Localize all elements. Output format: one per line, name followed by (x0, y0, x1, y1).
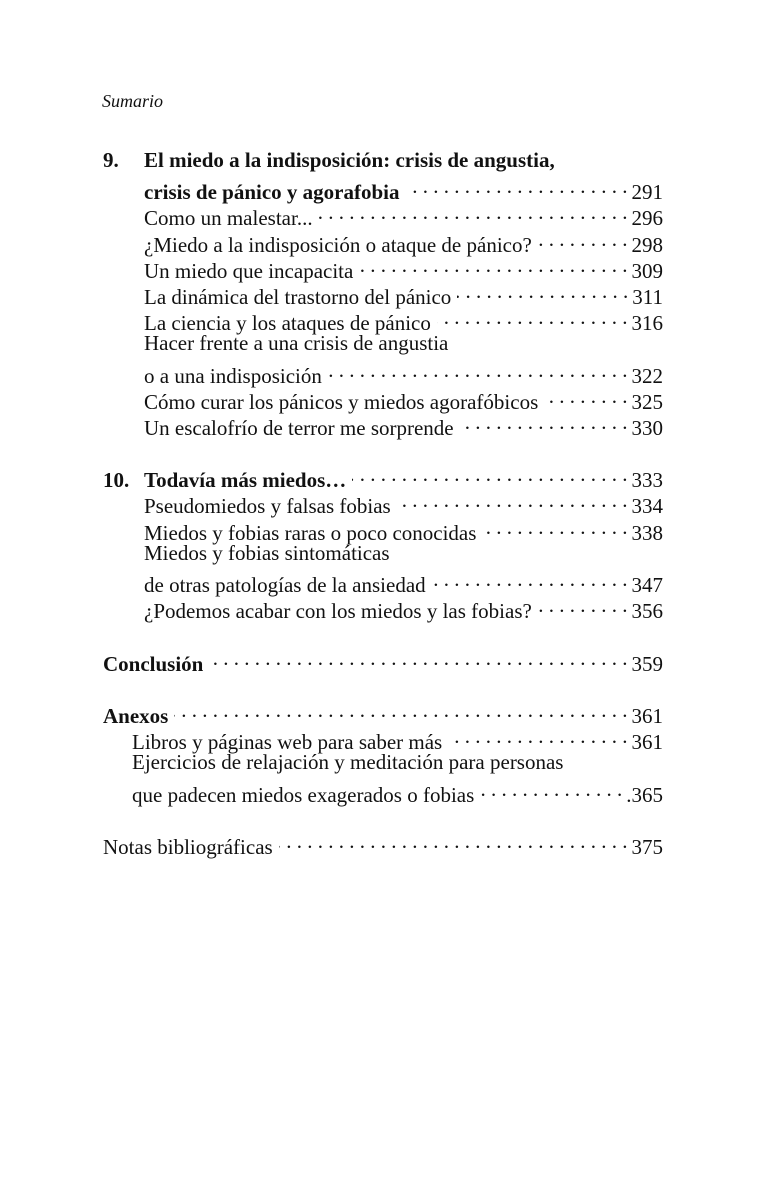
page-number: 333 (631, 468, 663, 493)
page-number: 361 (631, 730, 663, 755)
toc-notes-entry[interactable] (103, 828, 663, 859)
page-number: 298 (631, 232, 663, 257)
page-number: 338 (631, 520, 663, 545)
toc-section-title-line (103, 330, 663, 356)
dot-leader (174, 697, 627, 723)
page-number: 356 (631, 599, 663, 624)
dot-leader (538, 226, 628, 252)
section-title: Miedos y fobias sintomáticas (144, 540, 390, 565)
dot-leader (482, 514, 627, 540)
toc-section-entry[interactable] (103, 357, 663, 388)
toc-annex-item-entry[interactable] (103, 776, 663, 807)
toc-chapter-heading (103, 147, 663, 173)
section-title: ¿Podemos acabar con los miedos y las fobias? (144, 599, 532, 624)
page-number: 361 (631, 703, 663, 728)
dot-leader (328, 357, 628, 383)
annexes-title: Anexos (103, 703, 169, 728)
page-number: 296 (631, 206, 663, 231)
toc-section-entry[interactable] (103, 566, 663, 597)
toc-annex-item-entry[interactable] (103, 723, 663, 755)
page-number: 325 (631, 389, 663, 414)
section-title: Como un malestar... (144, 206, 313, 231)
page-number: 330 (631, 415, 663, 440)
toc-section-title-line (103, 540, 663, 566)
page-number: 311 (632, 284, 663, 309)
dot-leader (544, 383, 627, 409)
toc-chapter-entry[interactable] (103, 461, 663, 493)
dot-leader (432, 566, 628, 592)
chapter-number: 10. (103, 468, 130, 493)
annex-item-title: Libros y páginas web para saber más (132, 730, 443, 755)
section-title: Pseudomiedos y falsas fobias (144, 494, 391, 519)
toc-chapter-entry[interactable] (103, 173, 663, 205)
toc-annex-item-title-line (103, 749, 663, 775)
dot-leader (319, 199, 628, 225)
conclusion-title: Conclusión (103, 651, 204, 676)
chapter-number: 9. (103, 148, 119, 172)
dot-leader (352, 461, 627, 487)
dot-leader (457, 278, 628, 304)
section-title: Un escalofrío de terror me sorprende (144, 415, 454, 440)
section-title: Miedos y fobias raras o poco conocidas (144, 520, 477, 545)
chapter-title: Todavía más miedos… (144, 468, 347, 493)
page-number: 359 (631, 651, 663, 676)
annex-item-title: que padecen miedos exagerados o fobias (132, 782, 475, 807)
page-number: 375 (631, 834, 663, 859)
section-title: Cómo curar los pánicos y miedos agorafóbicos (144, 389, 539, 414)
page-number: 291 (631, 180, 663, 205)
dot-leader (480, 776, 622, 802)
section-title: Un miedo que incapacita (144, 258, 354, 283)
chapter-title: crisis de pánico y agorafobia (144, 180, 400, 205)
dot-leader (279, 828, 628, 854)
page-number: 334 (631, 494, 663, 519)
section-title: ¿Miedo a la indisposición o ataque de pánico? (144, 232, 532, 257)
section-title: de otras patologías de la ansiedad (144, 573, 426, 597)
section-title: Hacer frente a una crisis de angustia (144, 331, 449, 356)
toc-conclusion-entry[interactable] (103, 645, 663, 676)
dot-leader (538, 592, 628, 618)
section-title: o a una indisposición (144, 363, 322, 388)
section-title: La dinámica del trastorno del pánico (144, 284, 452, 309)
page-number: 347 (631, 573, 663, 597)
running-head: Sumario (102, 91, 164, 111)
dot-leader (209, 645, 627, 671)
dot-leader (437, 304, 628, 330)
chapter-title: El miedo a la indisposición: crisis de angustia, (144, 148, 555, 172)
page-number: 309 (631, 258, 663, 283)
dot-leader (448, 723, 627, 749)
page-number: .365 (626, 782, 663, 807)
annex-item-title: Ejercicios de relajación y meditación para personas (132, 750, 564, 775)
dot-leader (397, 487, 628, 513)
dot-leader (359, 252, 627, 278)
dot-leader (460, 409, 628, 435)
dot-leader (406, 173, 628, 199)
notes-title: Notas bibliográficas (103, 834, 273, 859)
section-title: La ciencia y los ataques de pánico (144, 311, 431, 336)
page-number: 322 (631, 363, 663, 388)
page-number: 316 (631, 311, 663, 336)
table-of-contents (103, 147, 663, 859)
toc-annexes-entry[interactable] (103, 697, 663, 728)
